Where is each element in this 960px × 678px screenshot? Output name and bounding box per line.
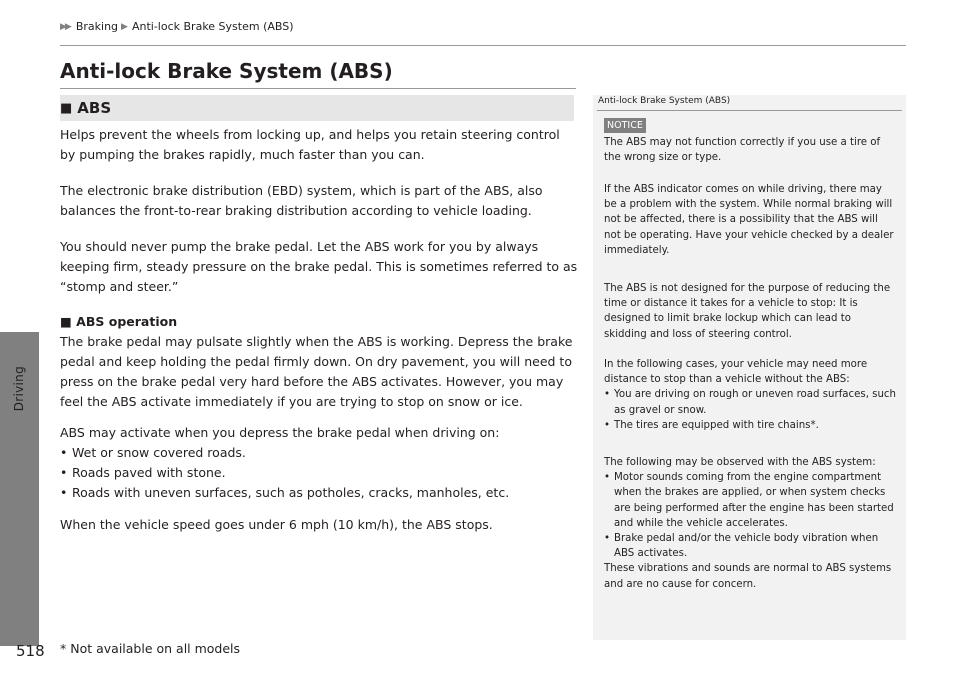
list-item: • Wet or snow covered roads. (60, 443, 578, 463)
breadcrumb-item-braking[interactable]: Braking (75, 20, 119, 33)
abs-heading-label: ABS (77, 99, 112, 117)
paragraph-pump (60, 237, 578, 297)
distance-cases-list (604, 387, 896, 433)
sidebar-heading: Anti-lock Brake System (ABS) (598, 96, 731, 106)
paragraph: The following may be observed with the ABS system: (604, 457, 876, 468)
sidebar-distance-note (604, 357, 896, 433)
paragraph: These vibrations and sounds are normal to ABS systems and are no cause for concern. (604, 563, 892, 590)
paragraph: The electronic brake distribution (EBD) system, which is part of the ABS, also balances the front-to-rear braking distribution according to vehicle loading. (60, 183, 543, 218)
abs-section-heading (60, 95, 574, 121)
breadcrumb-arrow-icon: ▶▶ (60, 21, 70, 32)
list-item: • You are driving on rough or uneven road surfaces, such as gravel or snow. (604, 387, 896, 417)
list-item: • Roads paved with stone. (60, 463, 578, 483)
square-bullet-icon: ■ (60, 314, 72, 329)
sidebar-observations-note (604, 455, 896, 592)
abs-activation-conditions (60, 423, 578, 503)
paragraph: The ABS is not designed for the purpose of reducing the time or distance it takes for a vehicle to stop: It is designed to limit brake lockup which can lead to skidding and loss of steering control. (604, 283, 891, 340)
paragraph-intro (60, 125, 578, 165)
paragraph: You should never pump the brake pedal. Let the ABS work for you by always keeping firm, steady pressure on the brake pedal. This is sometimes referred to as “stomp and steer.” (60, 239, 578, 294)
square-bullet-icon: ■ (60, 100, 73, 116)
breadcrumb (60, 20, 294, 33)
abs-operation-label: ABS operation (76, 314, 178, 329)
page-title: Anti-lock Brake System (ABS) (60, 59, 393, 83)
paragraph-ebd (60, 181, 578, 221)
paragraph: Helps prevent the wheels from locking up, and helps you retain steering control by pumping the brakes rapidly, much faster than you can. (60, 127, 560, 162)
paragraph: When the vehicle speed goes under 6 mph (10 km/h), the ABS stops. (60, 517, 493, 532)
paragraph: ABS may activate when you depress the brake pedal when driving on: (60, 425, 500, 440)
sidebar-divider (597, 110, 902, 111)
abs-operation-heading (60, 312, 578, 332)
sidebar-design-note (604, 281, 896, 342)
breadcrumb-item-abs[interactable]: Anti-lock Brake System (ABS) (131, 20, 294, 33)
notice-badge: NOTICE (604, 118, 646, 133)
breadcrumb-arrow-icon: ▶ (121, 21, 126, 32)
notice-text (604, 135, 896, 165)
page-number: 518 (16, 642, 45, 660)
paragraph: In the following cases, your vehicle may need more distance to stop than a vehicle without the ABS: (604, 359, 868, 386)
observations-list (604, 470, 896, 561)
list-item: • Brake pedal and/or the vehicle body vibration when ABS activates. (604, 531, 896, 561)
section-label: Driving (12, 366, 26, 412)
list-item: • The tires are equipped with tire chains*. (604, 418, 896, 433)
abs-operation-section (60, 312, 578, 412)
header-divider (60, 45, 906, 46)
paragraph: The brake pedal may pulsate slightly when the ABS is working. Depress the brake pedal and keep holding the pedal firmly down. On dry pavement, you will need to press on the brake pedal very hard before the ABS activates. However, you may feel the ABS activate immediately if you are trying to stop on snow or ice. (60, 334, 573, 409)
list-item: • Roads with uneven surfaces, such as potholes, cracks, manholes, etc. (60, 483, 578, 503)
list-item: • Motor sounds coming from the engine compartment when the brakes are applied, or when system checks are being performed after the engine has been started and while the vehicle accelerates. (604, 470, 896, 531)
paragraph: If the ABS indicator comes on while driving, there may be a problem with the system. While normal braking will not be affected, there is a possibility that the ABS will not be operating. Have your vehicle checked by a dealer immediately. (604, 184, 894, 256)
title-divider (60, 88, 576, 89)
sidebar-indicator-note (604, 182, 896, 258)
footnote: * Not available on all models (60, 641, 241, 656)
road-conditions-list (60, 443, 578, 503)
paragraph-abs-stops (60, 515, 578, 535)
paragraph: The ABS may not function correctly if you use a tire of the wrong size or type. (604, 137, 881, 164)
